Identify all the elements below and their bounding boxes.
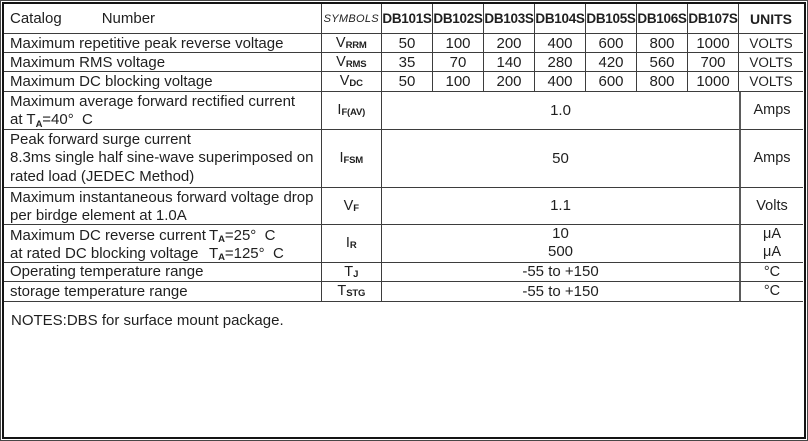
unit-cell: °C <box>739 282 803 302</box>
condition-ta25: TA=25° C <box>209 226 276 245</box>
unit-cell: Amps <box>739 92 803 130</box>
value-cell: 600 <box>586 72 637 92</box>
param-cell-vdc: Maximum DC blocking voltage <box>4 72 322 92</box>
symbol-cell-vf: V F <box>322 188 383 226</box>
value-cell: 700 <box>688 53 739 72</box>
value-cell: 35 <box>382 53 433 72</box>
unit-cell: Volts <box>739 188 803 226</box>
value-cell: 280 <box>535 53 586 72</box>
merged-value-cell-tstg: -55 to +150 <box>382 282 739 302</box>
value-cell: 100 <box>433 34 484 53</box>
value-cell: 50 <box>382 72 433 92</box>
ratings-table-grid <box>4 4 804 437</box>
part-header-db105s: DB105S <box>586 4 637 34</box>
value-cell: 1000 <box>688 72 739 92</box>
unit-cell: VOLTS <box>739 34 803 53</box>
number-label: Number <box>101 10 156 27</box>
param-cell-ifav: Maximum average forward rectified current at TA=40° C <box>4 92 322 130</box>
merged-value-cell-ir: 10 500 <box>382 225 739 263</box>
value-cell: 400 <box>535 72 586 92</box>
param-cell-vf: Maximum instantaneous forward voltage drop per birdge element at 1.0A <box>4 188 322 226</box>
part-header-db104s: DB104S <box>535 4 586 34</box>
unit-cell: VOLTS <box>739 72 803 92</box>
value-cell: 1000 <box>688 34 739 53</box>
param-cell-vrms: Maximum RMS voltage <box>4 53 322 72</box>
notes-text: NOTES:DBS for surface mount package. <box>11 311 284 329</box>
symbol-cell-tj: T J <box>322 263 383 283</box>
part-header-db107s: DB107S <box>688 4 739 34</box>
symbol-cell-ir: I R <box>322 225 383 263</box>
value-cell: 100 <box>433 72 484 92</box>
value-cell: 140 <box>484 53 535 72</box>
param-cell-ifsm: Peak forward surge current 8.3ms single half sine-wave superimposed on rated load (JEDEC Method) <box>4 130 322 188</box>
value-cell: 800 <box>637 34 688 53</box>
part-header-db103s: DB103S <box>484 4 535 34</box>
symbol-cell-vrms: V RMS <box>322 53 383 72</box>
value-cell: 560 <box>637 53 688 72</box>
value-cell: 400 <box>535 34 586 53</box>
symbol-cell-ifsm: I FSM <box>322 130 383 188</box>
param-cell-tstg: storage temperature range <box>4 282 322 302</box>
value-cell: 50 <box>382 34 433 53</box>
part-header-db106s: DB106S <box>637 4 688 34</box>
unit-cell: VOLTS <box>739 53 803 72</box>
value-cell: 600 <box>586 34 637 53</box>
value-cell: 200 <box>484 72 535 92</box>
symbol-cell-vrrm: V RRM <box>322 34 383 53</box>
ratings-table <box>2 2 806 439</box>
param-cell-ir: Maximum DC reverse current TA=25° C at rated DC blocking voltage TA=125° C <box>4 225 322 263</box>
symbol-cell-vdc: V DC <box>322 72 383 92</box>
value-cell: 200 <box>484 34 535 53</box>
merged-value-cell-ifsm: 50 <box>382 130 739 188</box>
part-header-db101s: DB101S <box>382 4 433 34</box>
units-header-cell: UNITS <box>739 4 803 34</box>
unit-cell-ir: μA μA <box>739 225 803 263</box>
symbol-cell-tstg: T STG <box>322 282 383 302</box>
param-cell-tj: Operating temperature range <box>4 263 322 283</box>
catalog-number-header-cell <box>4 4 322 34</box>
value-cell: 420 <box>586 53 637 72</box>
merged-value-cell-vf: 1.1 <box>382 188 739 226</box>
param-cell-vrrm: Maximum repetitive peak reverse voltage <box>4 34 322 53</box>
unit-cell: Amps <box>739 130 803 188</box>
symbols-header-cell: SYMBOLS <box>322 4 383 34</box>
merged-value-cell-ifav: 1.0 <box>382 92 739 130</box>
part-header-db102s: DB102S <box>433 4 484 34</box>
condition-ta125: TA=125° C <box>209 244 284 263</box>
value-cell: 70 <box>433 53 484 72</box>
merged-value-cell-tj: -55 to +150 <box>382 263 739 283</box>
catalog-label: Catalog <box>10 10 62 27</box>
value-cell: 800 <box>637 72 688 92</box>
symbol-cell-ifav: I F(AV) <box>322 92 383 130</box>
unit-cell: °C <box>739 263 803 283</box>
